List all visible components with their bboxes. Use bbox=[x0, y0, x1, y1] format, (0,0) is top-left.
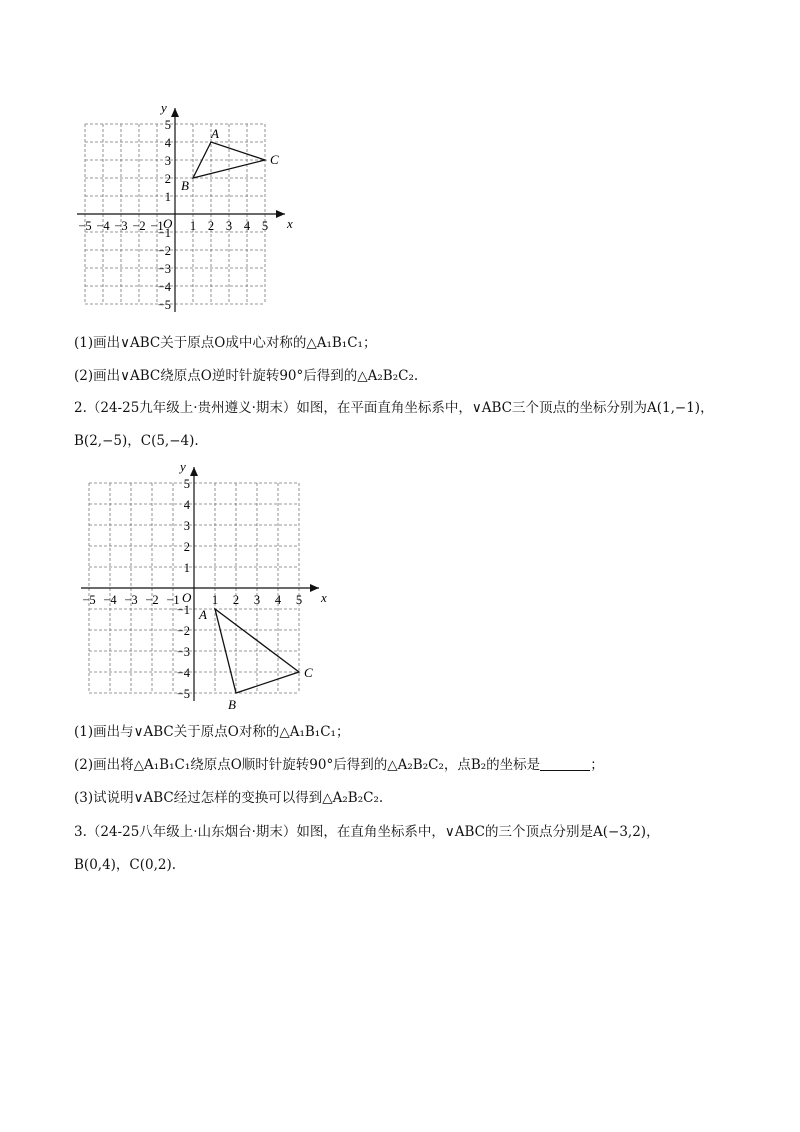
x-tick-label: −3 bbox=[124, 593, 138, 607]
x-axis-label: x bbox=[287, 216, 293, 231]
vertex-label-a: A bbox=[199, 607, 207, 622]
x-tick-label: 3 bbox=[253, 593, 261, 607]
x-axis-arrow-icon bbox=[276, 210, 285, 218]
y-tick-label: 5 bbox=[183, 477, 190, 491]
question-2-text: (2)画出将△A₁B₁C₁绕原点O顺时针旋转90°后得到的△A₂B₂C₂，点B₂的坐标是 bbox=[74, 757, 541, 773]
x-tick-label: 4 bbox=[243, 219, 251, 233]
figure-2-coordinate-grid bbox=[70, 460, 340, 715]
x-tick-label: −2 bbox=[132, 219, 146, 233]
question-2-end: ； bbox=[590, 757, 604, 773]
y-tick-label: 4 bbox=[183, 498, 190, 512]
y-tick-label: −1 bbox=[176, 603, 190, 617]
x-tick-label: −2 bbox=[145, 593, 159, 607]
figure-1-coordinate-grid bbox=[60, 90, 300, 330]
y-tick-label: −2 bbox=[176, 624, 190, 638]
y-axis-label: y bbox=[180, 460, 186, 474]
x-tick-label: 4 bbox=[274, 593, 282, 607]
x-tick-label: 2 bbox=[232, 593, 240, 607]
x-tick-label: −3 bbox=[114, 219, 128, 233]
problem-2-stem-line-2: B(2,−5)，C(5,−4). bbox=[74, 433, 199, 449]
x-tick-label: 3 bbox=[225, 219, 233, 233]
x-tick-label: 5 bbox=[295, 593, 303, 607]
y-tick-label: 2 bbox=[164, 172, 171, 186]
x-tick-label: −5 bbox=[82, 593, 96, 607]
problem-2-question-3: (3)试说明∨ABC经过怎样的变换可以得到△A₂B₂C₂. bbox=[74, 790, 384, 806]
y-tick-label: −3 bbox=[176, 645, 190, 659]
origin-label: O bbox=[182, 590, 192, 605]
x-tick-label: −4 bbox=[103, 593, 117, 607]
x-tick-label: 1 bbox=[189, 219, 197, 233]
y-tick-label: 4 bbox=[164, 136, 171, 150]
problem-1-question-1: (1)画出∨ABC关于原点O成中心对称的△A₁B₁C₁； bbox=[74, 335, 377, 351]
y-tick-label: −3 bbox=[157, 262, 171, 276]
vertex-label-a: A bbox=[211, 126, 219, 141]
vertex-label-c: C bbox=[304, 665, 313, 680]
x-tick-label: 1 bbox=[211, 593, 219, 607]
problem-3-stem-line-2: B(0,4)，C(0,2). bbox=[74, 857, 177, 873]
y-axis-arrow-icon bbox=[190, 467, 198, 476]
origin-label: O bbox=[163, 216, 173, 231]
y-axis-arrow-icon bbox=[171, 108, 179, 117]
x-tick-label: −1 bbox=[150, 219, 164, 233]
y-tick-label: −1 bbox=[157, 226, 171, 240]
vertex-label-b: B bbox=[181, 178, 189, 193]
problem-1-question-2: (2)画出∨ABC绕原点O逆时针旋转90°后得到的△A₂B₂C₂. bbox=[74, 368, 419, 384]
x-tick-label: −4 bbox=[96, 219, 110, 233]
vertex-label-b: B bbox=[228, 697, 236, 712]
y-tick-label: 1 bbox=[164, 190, 171, 204]
y-tick-label: 1 bbox=[183, 561, 190, 575]
x-axis-label: x bbox=[321, 590, 327, 605]
y-tick-label: −5 bbox=[176, 687, 190, 701]
y-tick-label: −4 bbox=[157, 280, 171, 294]
y-tick-label: −5 bbox=[157, 298, 171, 312]
problem-3-stem-line-1: 3.（24-25八年级上·山东烟台·期末）如图，在直角坐标系中，∨ABC的三个顶点分别是A(−3,2)， bbox=[74, 824, 660, 840]
y-tick-label: 5 bbox=[164, 118, 171, 132]
x-axis-arrow-icon bbox=[310, 584, 319, 592]
y-axis-label: y bbox=[161, 100, 167, 115]
y-tick-label: 3 bbox=[183, 519, 190, 533]
vertex-label-c: C bbox=[270, 152, 279, 167]
problem-2-question-2 bbox=[74, 755, 604, 775]
problem-2-stem-line-1: 2.（24-25九年级上·贵州遵义·期末）如图，在平面直角坐标系中，∨ABC三个顶点的坐标分别为A(1,−1)， bbox=[74, 400, 714, 416]
x-tick-label: −5 bbox=[78, 219, 92, 233]
x-tick-label: 2 bbox=[207, 219, 215, 233]
x-tick-label: 5 bbox=[261, 219, 269, 233]
y-tick-label: 3 bbox=[164, 154, 171, 168]
answer-blank[interactable] bbox=[540, 756, 590, 771]
x-tick-label: −1 bbox=[166, 593, 180, 607]
y-tick-label: −4 bbox=[176, 666, 190, 680]
y-tick-label: −2 bbox=[157, 244, 171, 258]
y-tick-label: 2 bbox=[183, 540, 190, 554]
problem-2-question-1: (1)画出与∨ABC关于原点O对称的△A₁B₁C₁； bbox=[74, 724, 350, 740]
